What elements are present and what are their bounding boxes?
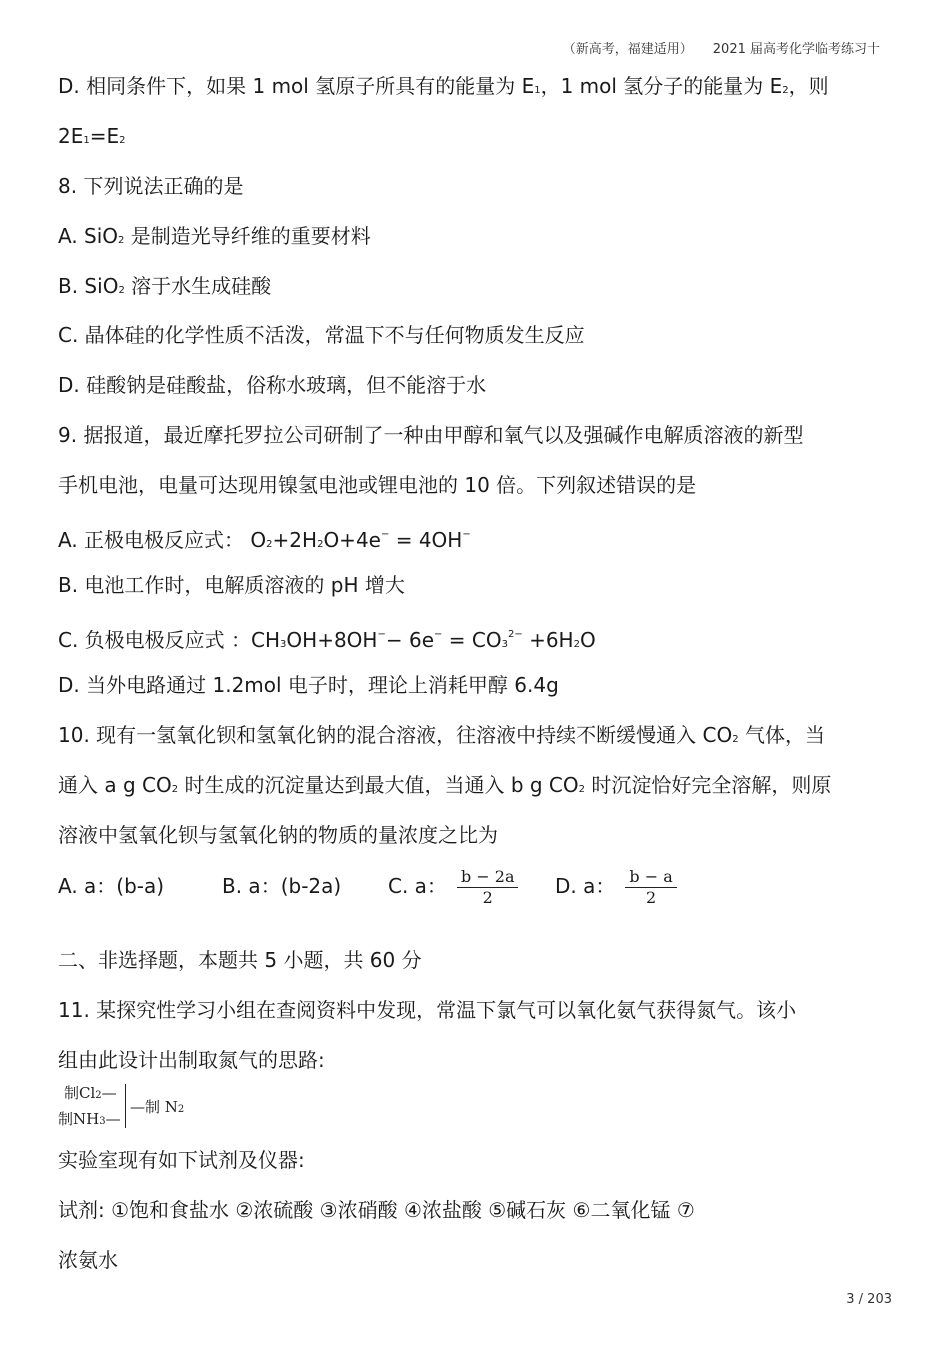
question-7-option-d-line2: 2E1=E2 <box>58 124 126 148</box>
question-10-option-b: B. a：(b-2a) <box>222 874 342 898</box>
section-2-heading: 二、非选择题，本题共 5 小题，共 60 分 <box>58 948 422 972</box>
question-10-stem-line1: 10. 现有一氢氧化钡和氢氧化钠的混合溶液，往溶液中持续不断缓慢通入 CO2 气体，当 <box>58 723 825 747</box>
question-10-option-d: D. a： $\frac{b - a}{2}$ <box>555 860 677 912</box>
page-header <box>563 38 880 57</box>
fraction-b-minus-a-over-2: $\frac{b - a}{2}$ <box>625 867 676 908</box>
question-8-option-d: D. 硅酸钠是硅酸盐，俗称水玻璃，但不能溶于水 <box>58 373 487 397</box>
route-make-n2: —制 N2 <box>130 1098 185 1116</box>
header-series: （新高考，福建适用） <box>562 42 693 57</box>
question-8-option-b: B. SiO2 溶于水生成硅酸 <box>58 274 272 298</box>
question-8-option-a: A. SiO2 是制造光导纤维的重要材料 <box>58 224 371 248</box>
route-make-nh3: 制NH3— <box>58 1110 121 1128</box>
fraction-b-minus-2a-over-2: $\frac{b - 2a}{2}$ <box>457 867 519 908</box>
question-10-option-a: A. a：(b-a) <box>58 874 165 898</box>
question-9-option-c: C. 负极电极反应式 ：$CH3OH+8OH^-- 6e^- = CO3^{2-} +6H2O$ <box>58 628 596 652</box>
question-7-option-d-line1: D. 相同条件下，如果 1 mol 氢原子所具有的能量为 E1，1 mol 氢分子的能量为 E2，则 <box>58 74 829 98</box>
header-title: 2021 届高考化学临考练习十 <box>712 42 880 57</box>
question-11-stem-line2: 组由此设计出制取氮气的思路: <box>58 1048 325 1072</box>
question-9-stem-line1: 9. 据报道，最近摩托罗拉公司研制了一种由甲醇和氧气以及强碱作电解质溶液的新型 <box>58 423 804 447</box>
question-10-option-c: C. a： $\frac{b - 2a}{2}$ <box>388 860 518 912</box>
question-9-stem-line2: 手机电池，电量可达现用镍氢电池或锂电池的 10 倍。下列叙述错误的是 <box>58 473 697 497</box>
question-11-reagents-list-cont: 浓氨水 <box>58 1248 118 1272</box>
question-8-stem: 8. 下列说法正确的是 <box>58 174 244 198</box>
question-9-option-a: A. 正极电极反应式： O2+2H2O+4e− = 4OH− <box>58 528 471 552</box>
question-11-reagents-intro: 实验室现有如下试剂及仪器: <box>58 1148 305 1172</box>
question-10-stem-line3: 溶液中氢氧化钡与氢氧化钠的物质的量浓度之比为 <box>58 823 498 847</box>
question-9-option-d: D. 当外电路通过 1.2mol 电子时，理论上消耗甲醇 6.4g <box>58 673 559 697</box>
question-8-option-c: C. 晶体硅的化学性质不活泼，常温下不与任何物质发生反应 <box>58 323 585 347</box>
question-11-stem-line1: 11. 某探究性学习小组在查阅资料中发现，常温下氯气可以氧化氨气获得氮气。该小 <box>58 998 797 1022</box>
route-bracket-line <box>125 1084 126 1128</box>
question-9-option-b: B. 电池工作时，电解质溶液的 pH 增大 <box>58 573 405 597</box>
nitrogen-route-diagram <box>58 1082 218 1132</box>
question-11-reagents-list: 试剂: ①饱和食盐水 ②浓硫酸 ③浓硝酸 ④浓盐酸 ⑤碱石灰 ⑥二氧化锰 ⑦ <box>58 1198 695 1222</box>
question-10-stem-line2: 通入 a g CO2 时生成的沉淀量达到最大值，当通入 b g CO2 时沉淀恰好完全溶解，则原 <box>58 773 832 797</box>
page-number: 3 / 203 <box>846 1292 892 1307</box>
route-make-cl2: 制Cl2— <box>64 1084 117 1102</box>
